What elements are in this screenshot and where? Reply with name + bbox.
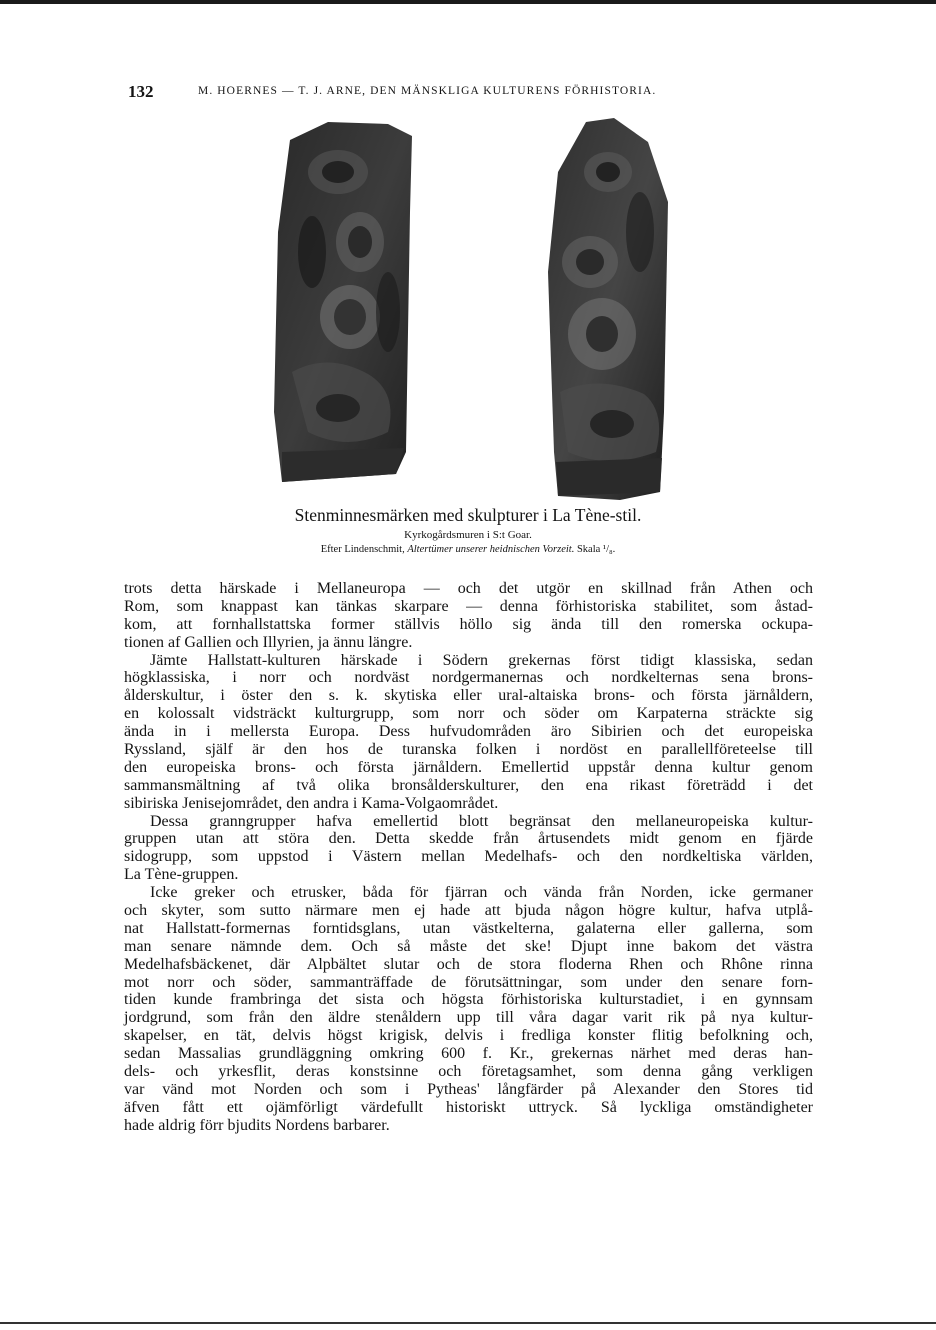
text-line: sammansmältning af två olika bronsålderskulturer, den ena rikast företrädd i det <box>124 776 813 794</box>
text-line: Jämte Hallstatt-kulturen härskade i Södern grekernas först tidigt klassiska, sedan <box>150 651 813 669</box>
text-line: Rom, som knappast kan tänkas skarpare — denna förhistoriska stabilitet, som åstad- <box>124 597 813 615</box>
text-line: trots detta härskade i Mellaneuropa — och det utgör en skillnad från Athen och <box>124 580 813 597</box>
text-line: dels- och yrkesflit, deras konstsinne och företagsamhet, som denna gång verkligen <box>124 1063 813 1081</box>
page-header <box>128 82 828 102</box>
text-line: man senare nämnde dem. Och så måste det ske! Djupt inne bakom det västra <box>124 937 813 955</box>
bottom-border-line <box>0 1322 936 1324</box>
text-line: den europeiska brons- och första järnåldern. Emellertid uppstår denna kultur genom <box>124 758 813 776</box>
text-line: var vänd mot Norden och som i Pytheas' långfärder på Alexander den Stores tid <box>124 1080 813 1098</box>
text-line: kom, att fornhallstattska former ställvis höllo sig ända till den romerska ockupa- <box>124 615 813 633</box>
top-border-line <box>0 0 936 4</box>
text-line: ålderskultur, i öster den s. k. skytiska eller ural-altaiska brons- och första järnåldern, <box>124 687 813 705</box>
source-prefix: Efter Lindenschmit, <box>320 544 405 555</box>
text-line: Dessa granngrupper hafva emellertid blott begränsat den mellaneuropeiska kultur- <box>150 812 813 830</box>
text-line: sibiriska Jenisejområdet, den andra i Kama-Volgaområdet. <box>124 794 499 812</box>
source-scale: Skala ¹/₈. <box>576 544 616 555</box>
text-line: äfven fått ett ojämförligt värdefullt historiskt uttryck. Så lyckliga omständigheter <box>124 1098 813 1116</box>
text-line: tiden kunde frambringa det sista och högsta förhistoriska kulturstadiet, i en gynnsam <box>124 991 813 1009</box>
text-line: skapelser, en tät, delvis högst krigisk, delvis i fredliga konster flitig befolkning och, <box>124 1027 813 1045</box>
text-line: Medelhafsbäckenet, där Alpbältet slutar och de stora floderna Rhen och Rhône rinna <box>124 955 813 973</box>
text-line: mot norr och söder, sammanträffade de förutsättningar, som under den senare forn- <box>124 973 813 991</box>
running-head: M. HOERNES — T. J. ARNE, DEN MÄNSKLIGA KULTURENS FÖRHISTORIA. <box>198 85 657 97</box>
text-line: ända in i mellersta Europa. Dess hufvudområden äro Sibirien och det europeiska <box>124 723 813 741</box>
source-work: Altertümer unserer heidnischen Vorzeit. <box>407 544 575 555</box>
figure-caption-source <box>200 544 736 555</box>
text-line: hade aldrig förr bjudits Nordens barbarer. <box>124 1116 390 1134</box>
text-line: och skyter, som sutto närmare men ej hade att bjuda någon högre kultur, hafva utplå- <box>124 902 813 920</box>
text-line: en kolossalt vidsträckt kulturgrupp, som norr och söder om Karpaterna sträckte sig <box>124 705 813 723</box>
left-stone-photo <box>274 122 412 482</box>
figure-stone-monuments <box>268 112 688 504</box>
text-line: sedan Massalias grundläggning omkring 600 f. Kr., grekernas närhet med deras han- <box>124 1045 813 1063</box>
text-line: sidogrupp, som uppstod i Västern mellan Medelhafs- och den nordkeltiska världen, <box>124 848 813 866</box>
page-number: 132 <box>128 82 154 101</box>
right-stone-photo <box>548 118 668 500</box>
figure-caption-title: Stenminnesmärken med skulpturer i La Tène-stil. <box>294 505 642 525</box>
body-text <box>124 580 813 1135</box>
figure-caption-subtitle: Kyrkogårdsmuren i S:t Goar. <box>404 529 532 541</box>
text-line: gruppen utan att störa den. Detta skedde från årtusendets midt genom en fjärde <box>124 830 813 848</box>
text-line: Ryssland, själf är den hos de turanska folken i nordöst en parallellföreteelse till <box>124 741 813 759</box>
text-line: nat Hallstatt-formernas forntidsglans, utan västkelterna, galaterna eller gallerna, som <box>124 919 813 937</box>
text-line: Icke greker och etrusker, båda för fjärran och vända från Norden, icke germaner <box>150 884 813 902</box>
text-line: tionen af Gallien och Illyrien, ja ännu längre. <box>124 633 413 651</box>
text-line: jordgrund, som från den äldre stenåldern upp till våra dagar varit rik på nya kultur- <box>124 1009 813 1027</box>
stone-photographs <box>268 112 688 504</box>
text-line: La Tène-gruppen. <box>124 866 239 884</box>
text-line: högklassiska, i norr och nordväst nordgermanernas och nordkelternas sena brons- <box>124 669 813 687</box>
